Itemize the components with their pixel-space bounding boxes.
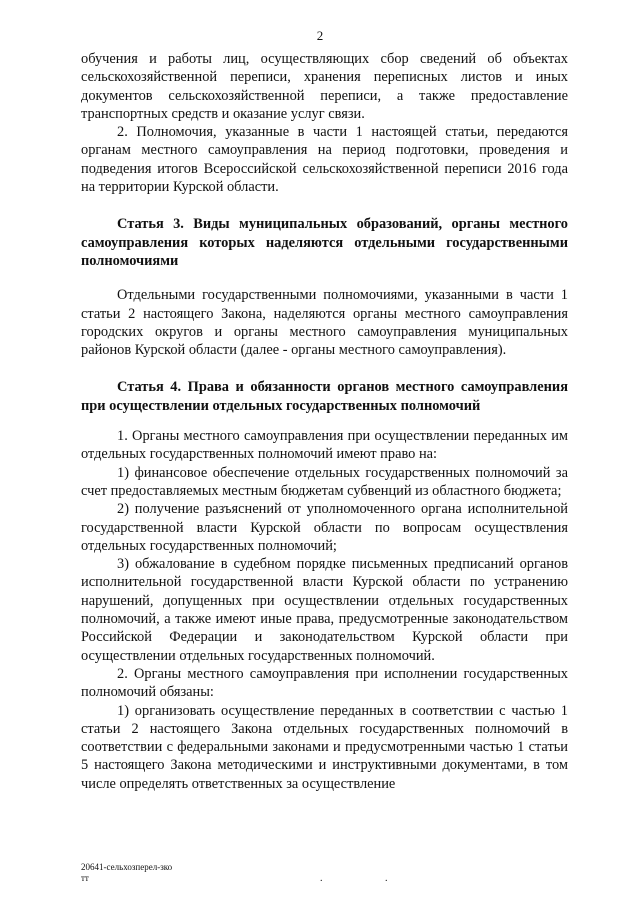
paragraph-part-2: 2. Полномочия, указанные в части 1 настоящей статьи, передаются органам местного самоуправления на период подготовки, проведения и подведения итогов Всероссийской сельскохозяйственной переписи 2016 года на территории Курской области. (81, 124, 568, 196)
article-3-body: Отдельными государственными полномочиями, указанными в части 1 статьи 2 настоящего Закона, наделяются органы местного самоуправления городских округов и органы местного самоуправления муниципальных районов Курской области (далее - органы местного самоуправления). (81, 287, 568, 359)
article-4-part-1: 1. Органы местного самоуправления при осуществлении переданных им отдельных государственных полномочий имеют право на: (81, 428, 568, 463)
article-4-part-2: 2. Органы местного самоуправления при исполнении государственных полномочий обязаны: (81, 665, 568, 701)
paragraph-continuation: обучения и работы лиц, осуществляющих сбор сведений об объектах сельскохозяйственной переписи, хранения переписных листов и иных документов сельскохозяйственной переписи, а также предоставление транспортных средств и оказание услуг связи. (81, 51, 568, 122)
footer-doc-code (81, 862, 172, 884)
footer-dots: . . (320, 873, 418, 884)
page-number: 2 (316, 28, 324, 43)
article-4-part-1-item-2: 2) получение разъяснений от уполномоченного органа исполнительной государственной власти Курской области по вопросам осуществления отдельных государственных полномочий; (81, 501, 568, 554)
article-4-part-2-item-1: 1) организовать осуществление переданных в соответствии с частью 1 статьи 2 настоящего Закона отдельных государственных полномочий в соответствии с федеральными законами и предусмотренными частью 1 статьи 5 настоящего Закона методическими и инструктивными документами, в том числе определять ответственных за осуществление (81, 702, 568, 792)
document-body (81, 50, 568, 793)
footer-line-2: тт (81, 873, 89, 883)
article-3-heading: Статья 3. Виды муниципальных образований, органы местного самоуправления которых наделяются отдельными государственными полномочиями (81, 216, 568, 269)
article-4-part-1-item-3: 3) обжалование в судебном порядке письменных предписаний органов исполнительной государственной власти Курской области по устранению нарушений, допущенных при осуществлении отдельных государственных полномочий, а также имеют иные права, предусмотренные законодательством Российской Федерации и законодательством Курской области при осуществлении отдельных государственных полномочий. (81, 556, 568, 664)
article-4-part-1-item-1: 1) финансовое обеспечение отдельных государственных полномочий за счет предоставляемых местным бюджетам субвенций из областного бюджета; (81, 464, 568, 499)
article-4-heading: Статья 4. Права и обязанности органов местного самоуправления при осуществлении отдельных государственных полномочий (81, 379, 568, 414)
footer-line-1: 20641-сельхозперел-зко (81, 862, 173, 872)
